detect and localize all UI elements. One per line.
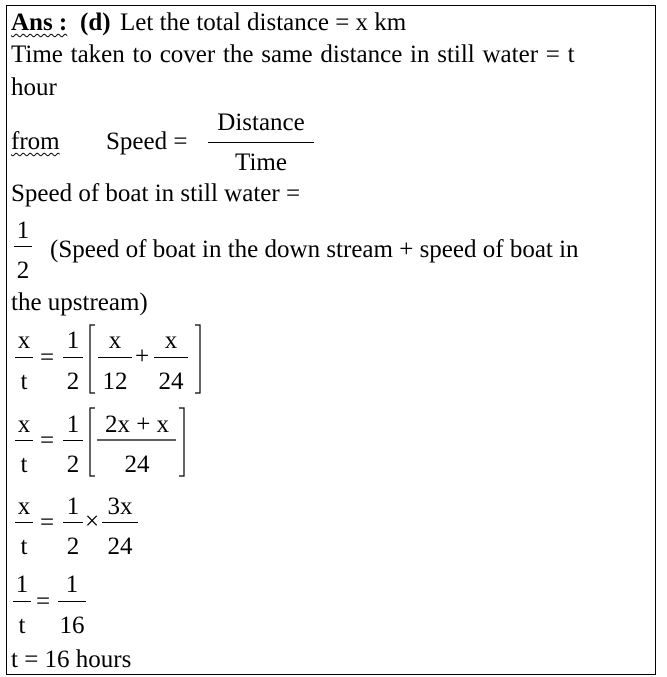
still-water-text: Speed of boat in still water = bbox=[11, 180, 301, 207]
s1-b-den: 24 bbox=[158, 368, 184, 395]
s1-lhs-den: t bbox=[20, 368, 28, 395]
s1-right-bracket bbox=[195, 325, 200, 393]
s3-d-num: 3x bbox=[107, 493, 133, 520]
s3-lhs-den: t bbox=[20, 533, 28, 560]
s1-b-num: x bbox=[164, 327, 178, 354]
s2-half-den: 2 bbox=[66, 451, 80, 478]
ans-label: Ans : bbox=[11, 9, 68, 36]
s3-half-num: 1 bbox=[66, 493, 80, 520]
paren-text: (Speed of boat in the down stream + speed of boat in bbox=[50, 236, 579, 263]
result-text: t = 16 hours bbox=[11, 646, 132, 673]
s1-equals: = bbox=[39, 344, 55, 371]
s2-lhs-num: x bbox=[17, 411, 31, 438]
s1-left-bracket bbox=[90, 325, 95, 393]
time-denominator: Time bbox=[235, 149, 287, 176]
s2-c-num: 2x + x bbox=[104, 411, 170, 438]
s1-half-den: 2 bbox=[66, 368, 80, 395]
s2-c-den: 24 bbox=[124, 451, 150, 478]
half-num: 1 bbox=[16, 217, 30, 244]
s1-lhs-num: x bbox=[17, 327, 31, 354]
hour-text: hour bbox=[11, 74, 57, 101]
speed-equals: Speed = bbox=[106, 128, 188, 155]
s3-d-den: 24 bbox=[107, 533, 133, 560]
s1-plus: + bbox=[134, 343, 150, 370]
s1-a-num: x bbox=[108, 327, 122, 354]
s4-r-den: 16 bbox=[59, 612, 85, 639]
upstream-text: the upstream) bbox=[11, 289, 148, 316]
s3-times: × bbox=[84, 508, 100, 535]
s1-a-den: 12 bbox=[102, 368, 128, 395]
from-word: from bbox=[11, 128, 60, 155]
s4-r-num: 1 bbox=[65, 571, 79, 598]
time-text: Time taken to cover the same distance in still water = t bbox=[11, 41, 575, 68]
s2-equals: = bbox=[39, 427, 55, 454]
s3-equals: = bbox=[39, 509, 55, 536]
s2-left-bracket bbox=[90, 408, 95, 476]
s4-lhs-num: 1 bbox=[15, 571, 29, 598]
s1-half-num: 1 bbox=[66, 327, 80, 354]
s2-half-num: 1 bbox=[66, 411, 80, 438]
half-den: 2 bbox=[16, 257, 30, 284]
s3-half-den: 2 bbox=[66, 533, 80, 560]
distance-numerator: Distance bbox=[217, 109, 305, 136]
intro-text: Let the total distance = x km bbox=[120, 9, 407, 36]
s4-equals: = bbox=[35, 588, 51, 615]
s3-lhs-num: x bbox=[17, 493, 31, 520]
option-label: (d) bbox=[80, 9, 111, 36]
s2-lhs-den: t bbox=[20, 451, 28, 478]
s2-right-bracket bbox=[179, 408, 184, 476]
s4-lhs-den: t bbox=[18, 612, 26, 639]
